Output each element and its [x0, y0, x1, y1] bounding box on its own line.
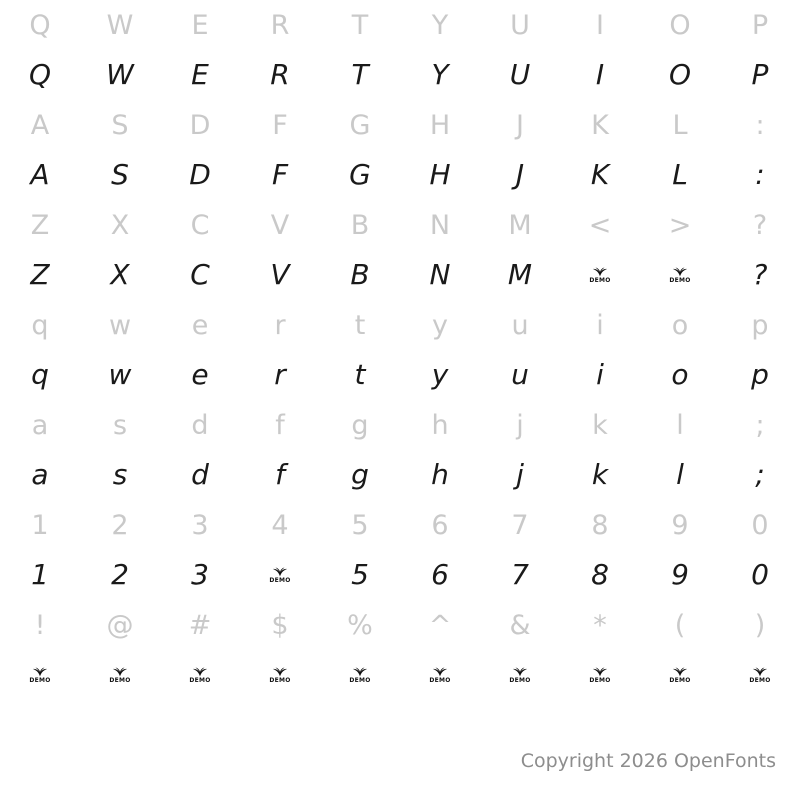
character: Y — [431, 58, 449, 91]
glyph-cell — [0, 350, 80, 400]
key-label-cell — [0, 100, 80, 150]
glyph-cell — [400, 50, 480, 100]
key-label-cell — [240, 500, 320, 550]
character: H — [429, 158, 451, 191]
key-label-cell — [560, 500, 640, 550]
glyph-cell — [560, 150, 640, 200]
key-label-cell — [80, 500, 160, 550]
character: u — [511, 358, 529, 391]
copyright-notice: Copyright 2026 OpenFonts — [520, 750, 776, 772]
character: I — [595, 58, 605, 91]
character: @ — [106, 609, 134, 641]
demo-watermark-label: DEMO — [349, 676, 371, 684]
character: R — [270, 9, 290, 41]
glyph-cell — [720, 350, 800, 400]
key-label-cell — [560, 400, 640, 450]
character: G — [349, 109, 371, 141]
key-label-cell — [480, 600, 560, 650]
glyph-cell — [480, 550, 560, 600]
character: L — [672, 109, 688, 141]
character: U — [510, 9, 530, 41]
character: N — [429, 258, 451, 291]
glyph-cell — [560, 550, 640, 600]
glyph-cell — [80, 550, 160, 600]
character: E — [191, 9, 209, 41]
glyph-cell — [240, 150, 320, 200]
character: 8 — [591, 509, 609, 541]
glyph-cell — [480, 50, 560, 100]
key-label-cell — [80, 200, 160, 250]
key-label-cell — [720, 400, 800, 450]
character: S — [111, 158, 129, 191]
demo-watermark-label: DEMO — [189, 676, 211, 684]
key-label-cell — [560, 600, 640, 650]
character: I — [596, 9, 604, 41]
character: 9 — [671, 509, 689, 541]
character: B — [350, 258, 370, 291]
glyph-cell — [480, 150, 560, 200]
key-label-cell — [720, 0, 800, 50]
key-label-cell — [720, 300, 800, 350]
character: 1 — [31, 509, 49, 541]
character: > — [668, 209, 692, 241]
key-label-cell — [320, 200, 400, 250]
glyph-cell — [240, 350, 320, 400]
key-label-cell — [560, 300, 640, 350]
glyph-cell — [0, 450, 80, 500]
key-label-cell — [160, 600, 240, 650]
character: r — [274, 358, 286, 391]
glyph-cell — [320, 350, 400, 400]
glyph-cell — [0, 150, 80, 200]
key-label-cell — [240, 300, 320, 350]
demo-watermark-icon — [109, 667, 130, 684]
character: ! — [34, 609, 46, 641]
glyph-cell — [240, 450, 320, 500]
glyph-cell — [320, 50, 400, 100]
key-label-cell — [80, 100, 160, 150]
demo-watermark-icon — [269, 567, 290, 584]
glyph-cell — [80, 50, 160, 100]
key-label-cell — [640, 200, 720, 250]
glyph-cell — [240, 650, 320, 700]
character: A — [30, 158, 50, 191]
glyph-cell — [160, 250, 240, 300]
key-label-cell — [640, 400, 720, 450]
character: L — [672, 158, 688, 191]
character: 1 — [31, 558, 49, 591]
character: K — [591, 109, 609, 141]
character: Q — [29, 9, 51, 41]
character: B — [350, 209, 370, 241]
glyph-cell — [720, 450, 800, 500]
glyph-cell — [80, 350, 160, 400]
key-label-cell — [320, 400, 400, 450]
glyph-cell — [400, 250, 480, 300]
key-label-cell — [240, 100, 320, 150]
key-label-cell — [240, 200, 320, 250]
character: s — [112, 458, 128, 491]
character: E — [191, 58, 209, 91]
glyph-cell — [320, 650, 400, 700]
glyph-cell — [560, 350, 640, 400]
character: f — [275, 458, 285, 491]
character: t — [354, 309, 366, 341]
key-label-cell — [320, 300, 400, 350]
glyph-cell — [640, 550, 720, 600]
character: f — [275, 409, 285, 441]
character: G — [349, 158, 371, 191]
character: 7 — [511, 509, 529, 541]
character: ( — [674, 609, 686, 641]
key-label-cell — [160, 300, 240, 350]
key-label-cell — [80, 400, 160, 450]
character: t — [354, 358, 366, 391]
character: 0 — [751, 509, 769, 541]
character: C — [190, 258, 210, 291]
character: # — [188, 609, 212, 641]
character: g — [351, 458, 369, 491]
glyph-cell — [240, 50, 320, 100]
demo-watermark-icon — [509, 667, 530, 684]
character: H — [429, 109, 451, 141]
demo-watermark-label: DEMO — [29, 676, 51, 684]
demo-watermark-label: DEMO — [589, 676, 611, 684]
character: e — [191, 358, 209, 391]
key-label-cell — [320, 0, 400, 50]
character: l — [676, 409, 684, 441]
glyph-cell — [400, 150, 480, 200]
character: p — [751, 358, 769, 391]
demo-watermark-label: DEMO — [669, 276, 691, 284]
key-label-cell — [240, 0, 320, 50]
glyph-cell — [320, 150, 400, 200]
character: & — [509, 609, 531, 641]
glyph-cell — [80, 250, 160, 300]
glyph-cell — [0, 50, 80, 100]
character: q — [31, 358, 49, 391]
demo-watermark-icon — [669, 667, 690, 684]
demo-watermark-label: DEMO — [429, 676, 451, 684]
character: 2 — [111, 509, 129, 541]
character: U — [509, 58, 531, 91]
key-label-cell — [720, 100, 800, 150]
demo-watermark-label: DEMO — [669, 676, 691, 684]
character: Q — [28, 58, 52, 91]
demo-watermark-icon — [189, 667, 210, 684]
character: g — [351, 409, 369, 441]
glyph-cell — [320, 250, 400, 300]
character: M — [508, 209, 532, 241]
demo-watermark-label: DEMO — [109, 676, 131, 684]
key-label-cell — [560, 0, 640, 50]
key-label-cell — [0, 400, 80, 450]
glyph-cell — [400, 350, 480, 400]
character: 7 — [511, 558, 529, 591]
character: y — [432, 309, 448, 341]
character: h — [431, 409, 449, 441]
character: V — [270, 258, 290, 291]
demo-watermark-icon — [269, 667, 290, 684]
glyph-cell — [640, 50, 720, 100]
key-label-cell — [80, 600, 160, 650]
glyph-cell — [720, 50, 800, 100]
key-label-cell — [640, 100, 720, 150]
key-label-cell — [160, 100, 240, 150]
character: X — [110, 209, 130, 241]
character: % — [347, 609, 373, 641]
character: r — [274, 309, 286, 341]
character: o — [671, 309, 689, 341]
character: k — [591, 458, 609, 491]
character: 6 — [431, 558, 449, 591]
character: 5 — [351, 558, 369, 591]
demo-watermark-icon — [589, 267, 610, 284]
glyph-cell — [480, 250, 560, 300]
key-label-cell — [160, 400, 240, 450]
key-label-cell — [400, 500, 480, 550]
character: 4 — [271, 509, 289, 541]
glyph-cell — [240, 550, 320, 600]
character: e — [191, 309, 209, 341]
demo-watermark-label: DEMO — [749, 676, 771, 684]
key-label-cell — [640, 0, 720, 50]
demo-watermark-icon — [589, 667, 610, 684]
glyph-cell — [720, 150, 800, 200]
character: 6 — [431, 509, 449, 541]
character: y — [431, 358, 449, 391]
demo-watermark-icon — [349, 667, 370, 684]
demo-watermark-icon — [429, 667, 450, 684]
character: X — [110, 258, 130, 291]
glyph-cell — [640, 650, 720, 700]
key-label-cell — [400, 100, 480, 150]
character: : — [755, 109, 765, 141]
key-label-cell — [0, 300, 80, 350]
glyph-cell — [160, 350, 240, 400]
glyph-cell — [400, 650, 480, 700]
character: M — [507, 258, 533, 291]
key-label-cell — [640, 500, 720, 550]
key-label-cell — [720, 500, 800, 550]
character: 8 — [591, 558, 609, 591]
key-label-cell — [640, 600, 720, 650]
glyph-cell — [560, 650, 640, 700]
character: T — [351, 58, 369, 91]
character: s — [112, 409, 128, 441]
key-label-cell — [240, 600, 320, 650]
key-label-cell — [560, 200, 640, 250]
character: N — [429, 209, 451, 241]
character: R — [270, 58, 290, 91]
key-label-cell — [0, 200, 80, 250]
key-label-cell — [0, 0, 80, 50]
character: d — [191, 409, 209, 441]
glyph-cell — [80, 450, 160, 500]
glyph-cell — [0, 550, 80, 600]
glyph-cell — [400, 450, 480, 500]
glyph-cell — [480, 450, 560, 500]
demo-watermark-icon — [29, 667, 50, 684]
character: w — [108, 358, 132, 391]
key-label-cell — [640, 300, 720, 350]
character: W — [106, 58, 134, 91]
glyph-cell — [160, 50, 240, 100]
character: ; — [755, 458, 765, 491]
character: a — [31, 458, 49, 491]
glyph-cell — [640, 450, 720, 500]
key-label-cell — [560, 100, 640, 150]
character: W — [106, 9, 134, 41]
character: P — [751, 58, 769, 91]
key-label-cell — [480, 100, 560, 150]
character: 3 — [191, 558, 209, 591]
glyph-cell — [160, 550, 240, 600]
key-label-cell — [320, 600, 400, 650]
character: $ — [271, 609, 289, 641]
character: : — [755, 158, 765, 191]
key-label-cell — [160, 200, 240, 250]
character: D — [189, 158, 211, 191]
demo-watermark-icon — [669, 267, 690, 284]
character: j — [516, 458, 524, 491]
character: C — [190, 209, 210, 241]
glyph-cell — [640, 350, 720, 400]
character: 3 — [191, 509, 209, 541]
character: p — [751, 309, 769, 341]
key-label-cell — [480, 400, 560, 450]
character: D — [189, 109, 211, 141]
glyph-cell — [160, 450, 240, 500]
character: a — [31, 409, 49, 441]
character: T — [351, 9, 369, 41]
character: i — [596, 309, 604, 341]
character: Y — [431, 9, 449, 41]
character: i — [596, 358, 604, 391]
character: K — [590, 158, 610, 191]
character: P — [751, 9, 769, 41]
character: k — [592, 409, 608, 441]
key-label-cell — [400, 600, 480, 650]
demo-watermark-label: DEMO — [589, 276, 611, 284]
character: S — [111, 109, 129, 141]
glyph-cell — [320, 450, 400, 500]
key-label-cell — [0, 500, 80, 550]
character: j — [516, 409, 524, 441]
glyph-cell — [720, 550, 800, 600]
key-label-cell — [400, 0, 480, 50]
character: < — [588, 209, 612, 241]
character: 5 — [351, 509, 369, 541]
glyph-cell — [640, 150, 720, 200]
character: ? — [752, 209, 768, 241]
key-label-cell — [480, 300, 560, 350]
glyph-cell — [560, 50, 640, 100]
glyph-cell — [80, 650, 160, 700]
character: * — [593, 609, 607, 641]
demo-watermark-label: DEMO — [509, 676, 531, 684]
glyph-cell — [320, 550, 400, 600]
character: Z — [30, 258, 50, 291]
key-label-cell — [480, 200, 560, 250]
character: u — [511, 309, 529, 341]
character: ) — [754, 609, 766, 641]
character: 2 — [111, 558, 129, 591]
key-label-cell — [240, 400, 320, 450]
character: h — [431, 458, 449, 491]
key-label-cell — [400, 400, 480, 450]
key-label-cell — [80, 0, 160, 50]
key-label-cell — [320, 500, 400, 550]
demo-watermark-label: DEMO — [269, 576, 291, 584]
key-label-cell — [480, 500, 560, 550]
key-label-cell — [0, 600, 80, 650]
character: d — [191, 458, 209, 491]
glyph-cell — [160, 150, 240, 200]
glyph-cell — [560, 450, 640, 500]
key-label-cell — [400, 300, 480, 350]
character: w — [108, 309, 132, 341]
character: ; — [755, 409, 765, 441]
glyph-cell — [480, 650, 560, 700]
character: q — [31, 309, 49, 341]
character: 0 — [751, 558, 769, 591]
character: F — [272, 109, 288, 141]
glyph-cell — [240, 250, 320, 300]
key-label-cell — [320, 100, 400, 150]
glyph-cell — [80, 150, 160, 200]
character: O — [669, 9, 691, 41]
key-label-cell — [400, 200, 480, 250]
glyph-cell — [0, 250, 80, 300]
character: ? — [752, 258, 768, 291]
character: O — [668, 58, 692, 91]
character: A — [30, 109, 50, 141]
character: ^ — [428, 609, 452, 641]
key-label-cell — [480, 0, 560, 50]
character: J — [516, 109, 524, 141]
glyph-cell — [720, 250, 800, 300]
character: l — [676, 458, 684, 491]
glyph-cell — [560, 250, 640, 300]
character: F — [271, 158, 289, 191]
glyph-cell — [400, 550, 480, 600]
demo-watermark-icon — [749, 667, 770, 684]
character: J — [515, 158, 525, 191]
key-label-cell — [160, 500, 240, 550]
glyph-cell — [0, 650, 80, 700]
key-label-cell — [720, 200, 800, 250]
demo-watermark-label: DEMO — [269, 676, 291, 684]
glyph-cell — [160, 650, 240, 700]
key-label-cell — [80, 300, 160, 350]
key-label-cell — [160, 0, 240, 50]
glyph-cell — [720, 650, 800, 700]
character: 9 — [671, 558, 689, 591]
glyph-cell — [640, 250, 720, 300]
character: Z — [30, 209, 50, 241]
character: o — [671, 358, 689, 391]
key-label-cell — [720, 600, 800, 650]
glyph-cell — [480, 350, 560, 400]
character: V — [270, 209, 290, 241]
